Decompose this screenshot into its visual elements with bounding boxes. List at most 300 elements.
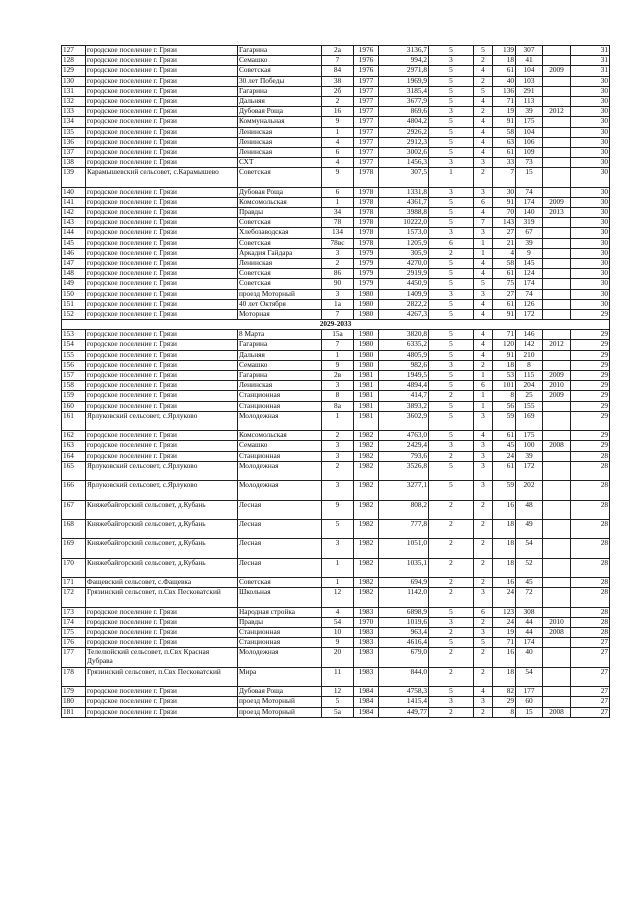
cell-street: Коммунальная [238,117,322,127]
cell-floors: 5 [429,481,474,500]
cell-residents: 126 [516,299,543,309]
cell-repair-year [543,539,571,558]
cell-area: 4758,3 [379,687,429,697]
table-row [62,269,610,279]
cell-apartments: 18 [493,360,516,370]
cell-row-number: 144 [62,228,86,238]
cell-house-number: 9 [322,638,354,648]
cell-residents: 72 [516,588,543,607]
cell-row-number: 156 [62,360,86,370]
cell-row-number: 136 [62,137,86,147]
cell-street: Станционная [238,638,322,648]
cell-apartments: 8 [493,707,516,717]
cell-settlement: городское поселение г. Грязи [86,330,238,340]
table-row [62,431,610,441]
cell-settlement: городское поселение г. Грязи [86,451,238,461]
cell-street: Гагарина [238,371,322,381]
cell-entrances: 3 [474,628,493,638]
cell-wear-years: 29 [571,411,610,430]
table-row [62,289,610,299]
cell-apartments: 143 [493,218,516,228]
cell-wear-years: 29 [571,309,610,319]
cell-residents: 74 [516,187,543,197]
cell-street: Советская [238,279,322,289]
cell-wear-years: 30 [571,76,610,86]
cell-settlement: городское поселение г. Грязи [86,46,238,56]
cell-residents: 45 [516,578,543,588]
cell-build-year: 1981 [354,411,379,430]
cell-area: 1573,0 [379,228,429,238]
cell-floors: 5 [429,117,474,127]
cell-entrances: 4 [474,340,493,350]
cell-row-number: 181 [62,707,86,717]
cell-street: проезд Моторный [238,707,322,717]
cell-entrances: 2 [474,107,493,117]
cell-wear-years: 29 [571,330,610,340]
cell-settlement: городское поселение г. Грязи [86,687,238,697]
table-row [62,638,610,648]
cell-house-number: 38 [322,76,354,86]
cell-build-year: 1976 [354,66,379,76]
cell-street: Комсомольская [238,197,322,207]
cell-apartments: 61 [493,299,516,309]
cell-floors: 2 [429,391,474,401]
cell-residents: 172 [516,309,543,319]
cell-apartments: 45 [493,441,516,451]
cell-street: Семашко [238,441,322,451]
cell-wear-years: 29 [571,340,610,350]
cell-floors: 3 [429,187,474,197]
cell-build-year: 1983 [354,648,379,667]
cell-floors: 5 [429,66,474,76]
cell-settlement: Ярлуковский сельсовет, с.Ярлуково [86,461,238,480]
cell-repair-year: 2010 [543,381,571,391]
cell-wear-years: 31 [571,56,610,66]
cell-wear-years: 28 [571,617,610,627]
cell-house-number: 6 [322,147,354,157]
cell-residents: 124 [516,269,543,279]
table-row [62,441,610,451]
cell-repair-year [543,137,571,147]
cell-row-number: 127 [62,46,86,56]
cell-wear-years: 31 [571,46,610,56]
cell-wear-years: 30 [571,96,610,106]
cell-street: Станционная [238,628,322,638]
cell-build-year: 1982 [354,539,379,558]
cell-repair-year [543,46,571,56]
cell-settlement: городское поселение г. Грязи [86,638,238,648]
cell-entrances: 2 [474,76,493,86]
cell-apartments: 59 [493,481,516,500]
cell-row-number: 166 [62,481,86,500]
cell-row-number: 141 [62,197,86,207]
cell-row-number: 178 [62,667,86,686]
cell-house-number: 5 [322,697,354,707]
table-row [62,127,610,137]
cell-wear-years: 27 [571,697,610,707]
cell-repair-year: 2009 [543,66,571,76]
cell-area: 1205,9 [379,238,429,248]
cell-settlement: городское поселение г. Грязи [86,197,238,207]
cell-house-number: 9 [322,168,354,187]
cell-entrances: 4 [474,431,493,441]
cell-row-number: 148 [62,269,86,279]
cell-row-number: 135 [62,127,86,137]
table-row [62,687,610,697]
cell-settlement: Княжебайгорский сельсовет, д.Кубань [86,500,238,519]
cell-row-number: 168 [62,519,86,538]
cell-repair-year [543,638,571,648]
cell-area: 1142,0 [379,588,429,607]
cell-settlement: городское поселение г. Грязи [86,707,238,717]
cell-settlement: городское поселение г. Грязи [86,228,238,238]
cell-street: Советская [238,578,322,588]
cell-entrances: 3 [474,158,493,168]
cell-floors: 5 [429,381,474,391]
cell-wear-years: 30 [571,86,610,96]
cell-repair-year [543,607,571,617]
cell-repair-year [543,451,571,461]
cell-street: Комсомольская [238,431,322,441]
cell-row-number: 161 [62,411,86,430]
table-row [62,697,610,707]
cell-repair-year [543,578,571,588]
cell-floors: 5 [429,269,474,279]
cell-apartments: 24 [493,451,516,461]
cell-house-number: 15а [322,330,354,340]
cell-repair-year [543,687,571,697]
cell-floors: 2 [429,628,474,638]
cell-area: 449,77 [379,707,429,717]
table-row [62,309,610,319]
cell-apartments: 58 [493,127,516,137]
cell-wear-years: 28 [571,558,610,577]
cell-street: 40 лет Октября [238,299,322,309]
cell-settlement: городское поселение г. Грязи [86,158,238,168]
cell-entrances: 3 [474,289,493,299]
cell-apartments: 91 [493,197,516,207]
cell-apartments: 82 [493,687,516,697]
table-row [62,208,610,218]
cell-street: Советская [238,238,322,248]
cell-street: Школьная [238,588,322,607]
cell-house-number: 1а [322,299,354,309]
cell-apartments: 61 [493,461,516,480]
table-row [62,228,610,238]
cell-apartments: 53 [493,371,516,381]
cell-build-year: 1980 [354,340,379,350]
cell-floors: 3 [429,289,474,299]
cell-street: Молодежная [238,481,322,500]
cell-settlement: городское поселение г. Грязи [86,218,238,228]
cell-repair-year [543,299,571,309]
cell-residents: 140 [516,208,543,218]
cell-area: 4361,7 [379,197,429,207]
cell-house-number: 2 [322,431,354,441]
cell-house-number: 3 [322,481,354,500]
table-row [62,340,610,350]
cell-wear-years: 30 [571,238,610,248]
cell-area: 1035,1 [379,558,429,577]
cell-wear-years: 28 [571,628,610,638]
cell-residents: 103 [516,76,543,86]
cell-entrances: 2 [474,648,493,667]
cell-area: 994,2 [379,56,429,66]
cell-entrances: 2 [474,519,493,538]
cell-build-year: 1977 [354,107,379,117]
cell-street: Моторная [238,309,322,319]
table-row [62,168,610,187]
cell-residents: 202 [516,481,543,500]
cell-street: Хлебозаводская [238,228,322,238]
cell-row-number: 179 [62,687,86,697]
cell-build-year: 1977 [354,127,379,137]
cell-entrances: 4 [474,269,493,279]
cell-build-year: 1977 [354,76,379,86]
cell-floors: 3 [429,441,474,451]
cell-wear-years: 29 [571,381,610,391]
cell-street: проезд Моторный [238,697,322,707]
cell-apartments: 139 [493,46,516,56]
cell-area: 1969,9 [379,76,429,86]
cell-settlement: городское поселение г. Грязи [86,279,238,289]
cell-entrances: 3 [474,441,493,451]
cell-apartments: 33 [493,158,516,168]
cell-street: СХТ [238,158,322,168]
cell-row-number: 147 [62,258,86,268]
table-row [62,147,610,157]
cell-build-year: 1980 [354,289,379,299]
cell-entrances: 3 [474,187,493,197]
cell-settlement: городское поселение г. Грязи [86,628,238,638]
cell-repair-year [543,648,571,667]
cell-row-number: 131 [62,86,86,96]
cell-settlement: Княжебайгорский сельсовет, д.Кубань [86,558,238,577]
cell-build-year: 1982 [354,461,379,480]
cell-row-number: 177 [62,648,86,667]
cell-settlement: городское поселение г. Грязи [86,248,238,258]
cell-repair-year [543,360,571,370]
cell-build-year: 1984 [354,687,379,697]
cell-residents: 308 [516,607,543,617]
cell-build-year: 1982 [354,481,379,500]
cell-row-number: 167 [62,500,86,519]
cell-house-number: 12 [322,687,354,697]
cell-settlement: городское поселение г. Грязи [86,56,238,66]
cell-row-number: 170 [62,558,86,577]
table-row [62,137,610,147]
cell-floors: 5 [429,86,474,96]
cell-entrances: 4 [474,258,493,268]
cell-wear-years: 30 [571,197,610,207]
cell-street: проезд Моторный [238,289,322,299]
cell-build-year: 1982 [354,500,379,519]
cell-build-year: 1976 [354,46,379,56]
cell-area: 3677,9 [379,96,429,106]
cell-repair-year [543,158,571,168]
cell-floors: 5 [429,411,474,430]
cell-street: Гагарина [238,46,322,56]
cell-residents: 39 [516,107,543,117]
cell-floors: 5 [429,76,474,86]
cell-wear-years: 28 [571,519,610,538]
cell-area: 305,9 [379,248,429,258]
cell-repair-year [543,697,571,707]
cell-floors: 3 [429,56,474,66]
cell-street: Лесная [238,500,322,519]
cell-apartments: 16 [493,648,516,667]
cell-repair-year [543,667,571,686]
cell-build-year: 1980 [354,299,379,309]
cell-residents: 177 [516,687,543,697]
table-row [62,648,610,667]
cell-residents: 74 [516,289,543,299]
cell-residents: 115 [516,371,543,381]
cell-build-year: 1978 [354,218,379,228]
cell-area: 3136,7 [379,46,429,56]
cell-area: 3602,9 [379,411,429,430]
cell-entrances: 4 [474,687,493,697]
cell-entrances: 3 [474,697,493,707]
cell-floors: 3 [429,107,474,117]
cell-apartments: 16 [493,578,516,588]
cell-build-year: 1977 [354,86,379,96]
cell-settlement: Княжебайгорский сельсовет, д.Кубань [86,539,238,558]
cell-settlement: городское поселение г. Грязи [86,137,238,147]
cell-floors: 5 [429,340,474,350]
table-row [62,391,610,401]
cell-street: Станционная [238,391,322,401]
cell-wear-years: 29 [571,360,610,370]
cell-residents: 41 [516,56,543,66]
cell-repair-year [543,401,571,411]
cell-house-number: 8 [322,391,354,401]
cell-row-number: 176 [62,638,86,648]
cell-row-number: 151 [62,299,86,309]
cell-entrances: 5 [474,279,493,289]
cell-area: 4894,4 [379,381,429,391]
period-label: 2029-2033 [62,320,610,330]
cell-residents: 175 [516,117,543,127]
cell-house-number: 3 [322,441,354,451]
cell-wear-years: 27 [571,667,610,686]
cell-apartments: 19 [493,107,516,117]
cell-area: 777,8 [379,519,429,538]
cell-residents: 40 [516,648,543,667]
cell-wear-years: 30 [571,258,610,268]
cell-street: Лесная [238,539,322,558]
cell-repair-year: 2013 [543,208,571,218]
cell-row-number: 137 [62,147,86,157]
cell-residents: 174 [516,638,543,648]
cell-build-year: 1981 [354,371,379,381]
cell-residents: 104 [516,127,543,137]
cell-settlement: городское поселение г. Грязи [86,66,238,76]
cell-build-year: 1977 [354,137,379,147]
cell-area: 3820,8 [379,330,429,340]
cell-house-number: 2в [322,371,354,381]
cell-row-number: 162 [62,431,86,441]
cell-area: 307,5 [379,168,429,187]
table-row [62,158,610,168]
cell-entrances: 3 [474,228,493,238]
cell-street: Дубовая Роща [238,107,322,117]
cell-house-number: 7 [322,309,354,319]
cell-wear-years: 29 [571,350,610,360]
table-row [62,481,610,500]
cell-street: 30 лет Победы [238,76,322,86]
cell-entrances: 3 [474,588,493,607]
cell-apartments: 29 [493,697,516,707]
table-row [62,617,610,627]
cell-entrances: 3 [474,481,493,500]
cell-settlement: городское поселение г. Грязи [86,309,238,319]
cell-area: 844,0 [379,667,429,686]
cell-street: Гагарина [238,340,322,350]
cell-area: 1949,5 [379,371,429,381]
cell-row-number: 155 [62,350,86,360]
cell-residents: 145 [516,258,543,268]
cell-wear-years: 27 [571,687,610,697]
cell-residents: 49 [516,519,543,538]
cell-residents: 142 [516,340,543,350]
cell-street: Гагарина [238,86,322,96]
cell-wear-years: 28 [571,451,610,461]
cell-street: Правды [238,617,322,627]
cell-build-year: 1977 [354,158,379,168]
cell-area: 2429,4 [379,441,429,451]
cell-house-number: 2 [322,461,354,480]
cell-entrances: 4 [474,137,493,147]
cell-entrances: 2 [474,168,493,187]
cell-settlement: Ярлуковский сельсовет, с.Ярлуково [86,411,238,430]
table-row [62,500,610,519]
cell-area: 808,2 [379,500,429,519]
cell-house-number: 4 [322,158,354,168]
cell-wear-years: 29 [571,431,610,441]
cell-wear-years: 30 [571,187,610,197]
cell-floors: 5 [429,299,474,309]
table-row [62,628,610,638]
cell-area: 3185,4 [379,86,429,96]
cell-street: Советская [238,218,322,228]
cell-house-number: 1 [322,558,354,577]
cell-wear-years: 27 [571,707,610,717]
cell-entrances: 2 [474,500,493,519]
cell-apartments: 61 [493,431,516,441]
cell-build-year: 1978 [354,187,379,197]
cell-area: 1415,4 [379,697,429,707]
cell-house-number: 2б [322,86,354,96]
cell-wear-years: 28 [571,578,610,588]
cell-residents: 109 [516,147,543,157]
cell-floors: 3 [429,228,474,238]
cell-repair-year [543,258,571,268]
cell-residents: 146 [516,330,543,340]
cell-apartments: 30 [493,187,516,197]
cell-floors: 5 [429,330,474,340]
cell-repair-year [543,558,571,577]
cell-row-number: 140 [62,187,86,197]
cell-house-number: 1 [322,127,354,137]
cell-apartments: 63 [493,137,516,147]
cell-repair-year: 2008 [543,628,571,638]
cell-house-number: 2 [322,258,354,268]
cell-house-number: 11 [322,667,354,686]
cell-house-number: 6 [322,187,354,197]
cell-wear-years: 28 [571,588,610,607]
cell-area: 1456,3 [379,158,429,168]
